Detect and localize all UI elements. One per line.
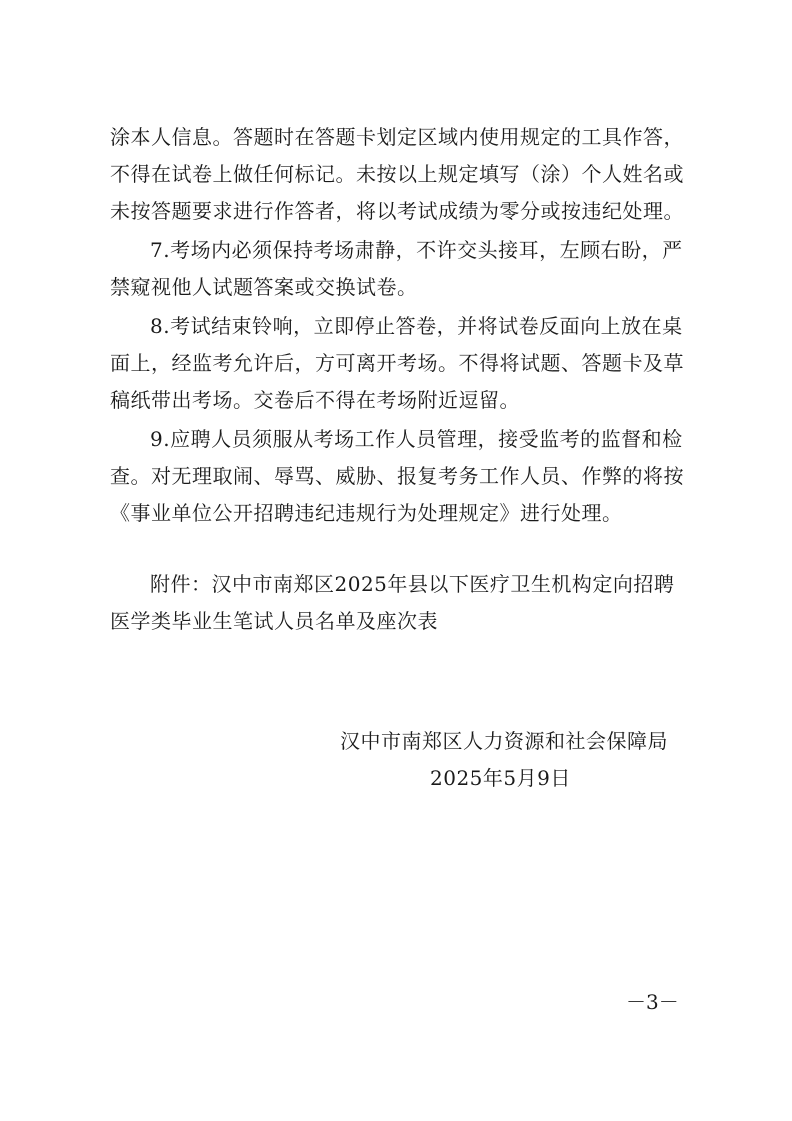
- attachment-line-1: 附件：汉中市南郑区2025年县以下医疗卫生机构定向招聘: [150, 572, 675, 596]
- body-line: 面上，经监考允许后，方可离开考场。不得将试题、答题卡及草: [110, 351, 684, 375]
- body-line: 未按答题要求进行作答者，将以考试成绩为零分或按违纪处理。: [110, 199, 684, 223]
- body-line: 8.考试结束铃响，立即停止答卷，并将试卷反面向上放在桌: [150, 314, 683, 338]
- body-line: 查。对无理取闹、辱骂、威胁、报复考务工作人员、作弊的将按: [110, 464, 684, 488]
- body-line: 涂本人信息。答题时在答题卡划定区域内使用规定的工具作答，: [110, 125, 684, 149]
- signature-date: 2025年5月9日: [430, 766, 571, 790]
- body-line: 禁窥视他人试题答案或交换试卷。: [110, 275, 418, 299]
- body-line: 7.考场内必须保持考场肃静，不许交头接耳，左顾右盼，严: [150, 238, 683, 262]
- body-line: 不得在试卷上做任何标记。未按以上规定填写（涂）个人姓名或: [110, 162, 684, 186]
- body-line: 稿纸带出考场。交卷后不得在考场附近逗留。: [110, 388, 520, 412]
- attachment-line-2: 医学类毕业生笔试人员名单及座次表: [110, 609, 438, 633]
- signature-org: 汉中市南郑区人力资源和社会保障局: [340, 729, 668, 753]
- page-number: －3－: [626, 990, 679, 1014]
- body-line: 《事业单位公开招聘违纪违规行为处理规定》进行处理。: [110, 501, 623, 525]
- body-line: 9.应聘人员须服从考场工作人员管理，接受监考的监督和检: [150, 427, 683, 451]
